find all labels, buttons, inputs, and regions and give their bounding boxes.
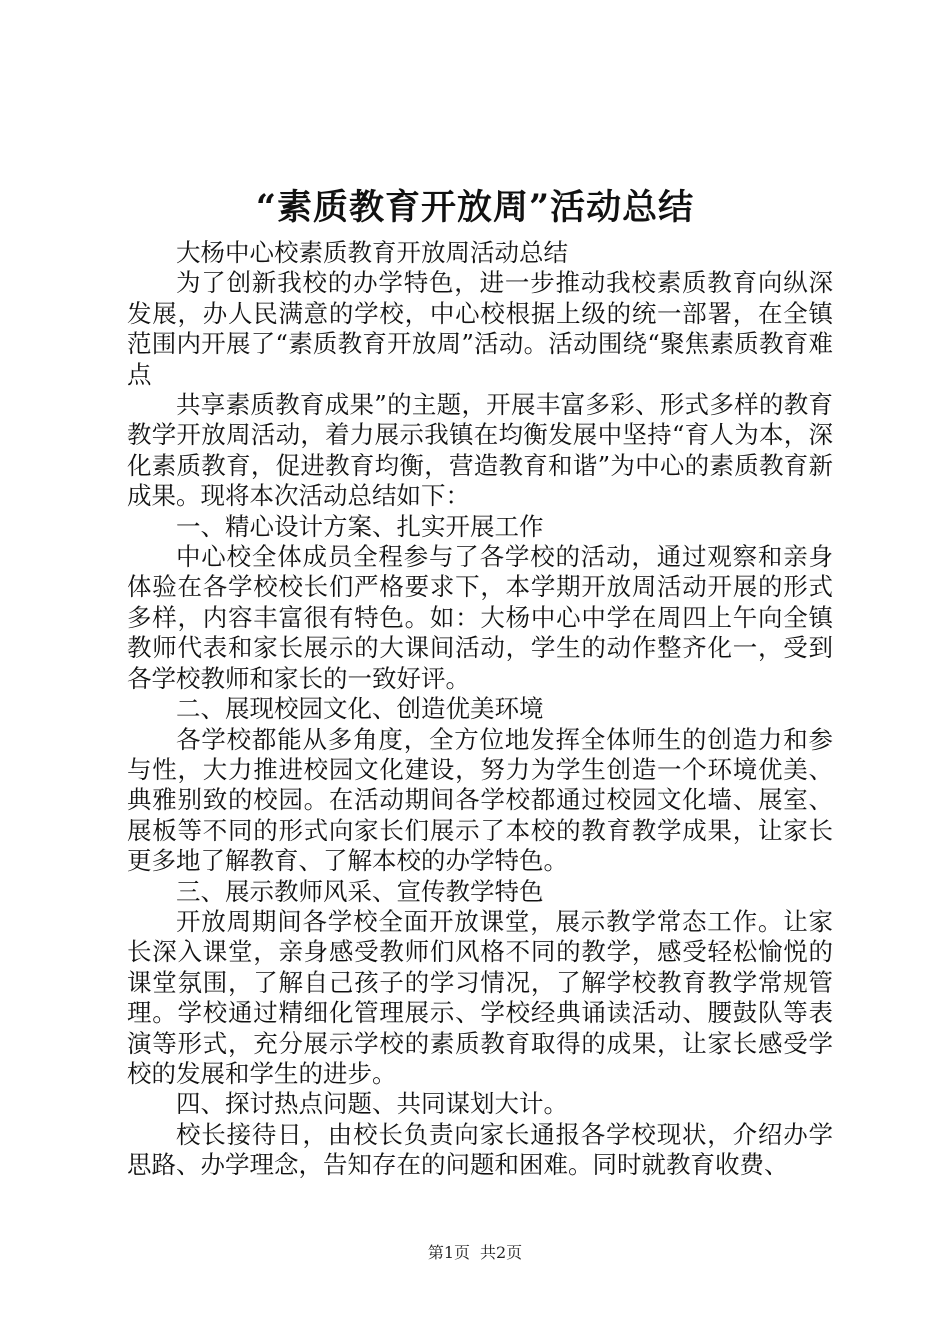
paragraph: 校长接待日，由校长负责向家长通报各学校现状，介绍办学思路、办学理念，告知存在的问题和困难。同时就教育收费、 bbox=[127, 1119, 833, 1180]
section-heading: 一、精心设计方案、扎实开展工作 bbox=[176, 511, 544, 541]
page-number: 第1页 bbox=[427, 1243, 470, 1262]
page-total: 共2页 bbox=[480, 1243, 523, 1262]
section-heading: 二、展现校园文化、创造优美环境 bbox=[176, 694, 544, 724]
paragraph: 开放周期间各学校全面开放课堂，展示教学常态工作。让家长深入课堂，亲身感受教师们风格不同的教学，感受轻松愉悦的课堂氛围，了解自己孩子的学习情况，了解学校教育教学常规管理。学校通过精细化管理展示、学校经典诵读活动、腰鼓队等表演等形式，充分展示学校的素质教育取得的成果，让家长感受学校的发展和学生的进步。 bbox=[127, 906, 833, 1088]
paragraph: 为了创新我校的办学特色，进一步推动我校素质教育向纵深发展，办人民满意的学校，中心校根据上级的统一部署，在全镇范围内开展了“素质教育开放周”活动。活动围绕“聚焦素质教育难点 bbox=[127, 268, 833, 389]
page-footer bbox=[0, 1242, 950, 1264]
section-heading: 四、探讨热点问题、共同谋划大计。 bbox=[176, 1089, 568, 1119]
document-title: “素质教育开放周”活动总结 bbox=[255, 187, 695, 228]
section-heading: 三、展示教师风采、宣传教学特色 bbox=[176, 876, 544, 906]
paragraph: 大杨中心校素质教育开放周活动总结 bbox=[176, 238, 568, 267]
paragraph: 共享素质教育成果”的主题，开展丰富多彩、形式多样的教育教学开放周活动，着力展示我镇在均衡发展中坚持“育人为本，深化素质教育，促进教育均衡，营造教育和谐”为中心的素质教育新成果。现将本次活动总结如下： bbox=[127, 390, 833, 511]
document-body bbox=[127, 238, 833, 1181]
paragraph: 各学校都能从多角度，全方位地发挥全体师生的创造力和参与性，大力推进校园文化建设，努力为学生创造一个环境优美、典雅别致的校园。在活动期间各学校都通过校园文化墙、展室、展板等不同的形式向家长们展示了本校的教育教学成果，让家长更多地了解教育、了解本校的办学特色。 bbox=[127, 724, 833, 876]
paragraph: 中心校全体成员全程参与了各学校的活动，通过观察和亲身体验在各学校校长们严格要求下，本学期开放周活动开展的形式多样，内容丰富很有特色。如：大杨中心中学在周四上午向全镇教师代表和家长展示的大课间活动，学生的动作整齐化一，受到各学校教师和家长的一致好评。 bbox=[127, 542, 833, 693]
